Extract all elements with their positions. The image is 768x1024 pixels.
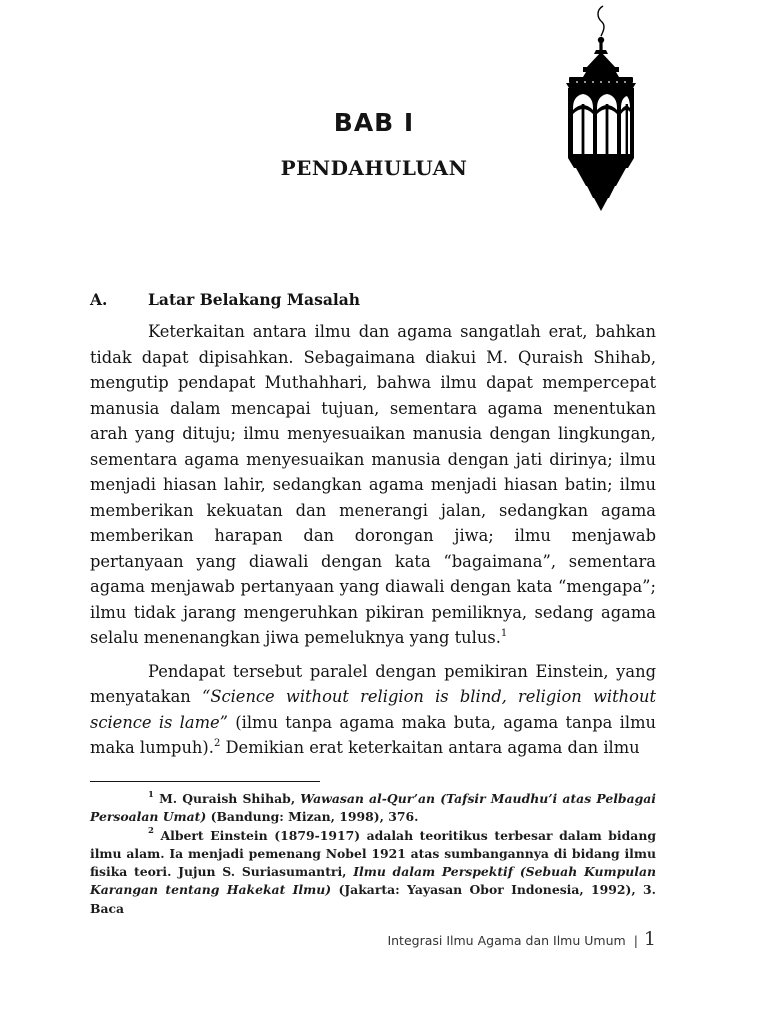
- footer-separator: |: [633, 933, 638, 948]
- page-footer: [387, 928, 656, 950]
- section-title: Latar Belakang Masalah: [148, 290, 361, 309]
- footnote-2-text: Albert Einstein (1879-1917) adalah teoritikus terbesar dalam bidang ilmu alam. Ia menjadi pemenang Nobel 1921 atas sumbangannya di bidang ilmu fisika teori. Jujun S. Suriasumantri,: [90, 827, 656, 880]
- paragraph-2-tail: Demikian erat keterkaitan antara agama dan ilmu: [220, 738, 640, 757]
- footnote-2-number: 2: [148, 826, 154, 837]
- paragraph-2-before: Pendapat tersebut paralel dengan pemikiran Einstein, yang menyatakan: [90, 661, 656, 706]
- footnote-2-title: Ilmu dalam Perspektif (Sebuah Kumpulan Karangan tentang Hakekat Ilmu): [90, 864, 656, 898]
- footnote-1-author: M. Quraish Shihab,: [153, 791, 301, 806]
- section-number: A.: [90, 290, 108, 309]
- body-text: [90, 319, 656, 769]
- footnote-1-publication: (Bandung: Mizan, 1998), 376.: [206, 809, 419, 825]
- paragraph-1: [90, 319, 656, 651]
- paragraph-2-after: (ilmu tanpa agama maka buta, agama tanpa ilmu maka lumpuh).: [90, 712, 656, 757]
- footnote-2: [90, 827, 656, 918]
- paragraph-1-text: Keterkaitan antara ilmu dan agama sangatlah erat, bahkan tidak dapat dipisahkan. Sebagaimana diakui M. Quraish Shihab, mengutip pendapat Muthahhari, bahwa ilmu dapat mempercepat manusia dalam mencapai tujuan, sementara agama menentukan arah yang dituju; ilmu menyesuaikan manusia dengan lingkungan, sementara agama menyesuaikan manusia dengan jati dirinya; ilmu menjadi hiasan lahir, sedangkan agama menjadi hiasan batin; ilmu memberikan kekuatan dan menerangi jalan, sedangkan agama memberikan harapan dan dorongan jiwa; ilmu menjawab pertanyaan yang diawali dengan kata “bagaimana”, sementara agama menjawab pertanyaan yang diawali dengan kata “mengapa”; ilmu tidak jarang mengeruhkan pikiran pemiliknya, sedang agama selalu menenangkan jiwa pemeluknya yang tulus.: [90, 322, 656, 647]
- footnote-1: [90, 790, 656, 827]
- paragraph-2: [90, 659, 656, 761]
- footnote-1-title: Wawasan al-Qur’an (Tafsir Maudhu’i atas Pelbagai Persoalan Umat): [90, 791, 656, 825]
- footnote-ref-2: 2: [213, 737, 221, 749]
- footnote-divider: [90, 781, 320, 782]
- footnote-2-publication: (Jakarta: Yayasan Obor Indonesia, 1992), 3. Baca: [90, 882, 656, 916]
- chapter-title: PENDAHULUAN: [280, 156, 468, 180]
- page-number: 1: [643, 928, 656, 950]
- einstein-quote: “Science without religion is blind, religion without science is lame”: [90, 687, 656, 732]
- footnote-1-number: 1: [148, 789, 154, 800]
- footnote-ref-1: 1: [500, 627, 508, 639]
- section-heading: [90, 290, 360, 309]
- chapter-label: BAB I: [333, 108, 415, 137]
- footnotes: [90, 790, 656, 918]
- running-title: Integrasi Ilmu Agama dan Ilmu Umum: [387, 933, 626, 948]
